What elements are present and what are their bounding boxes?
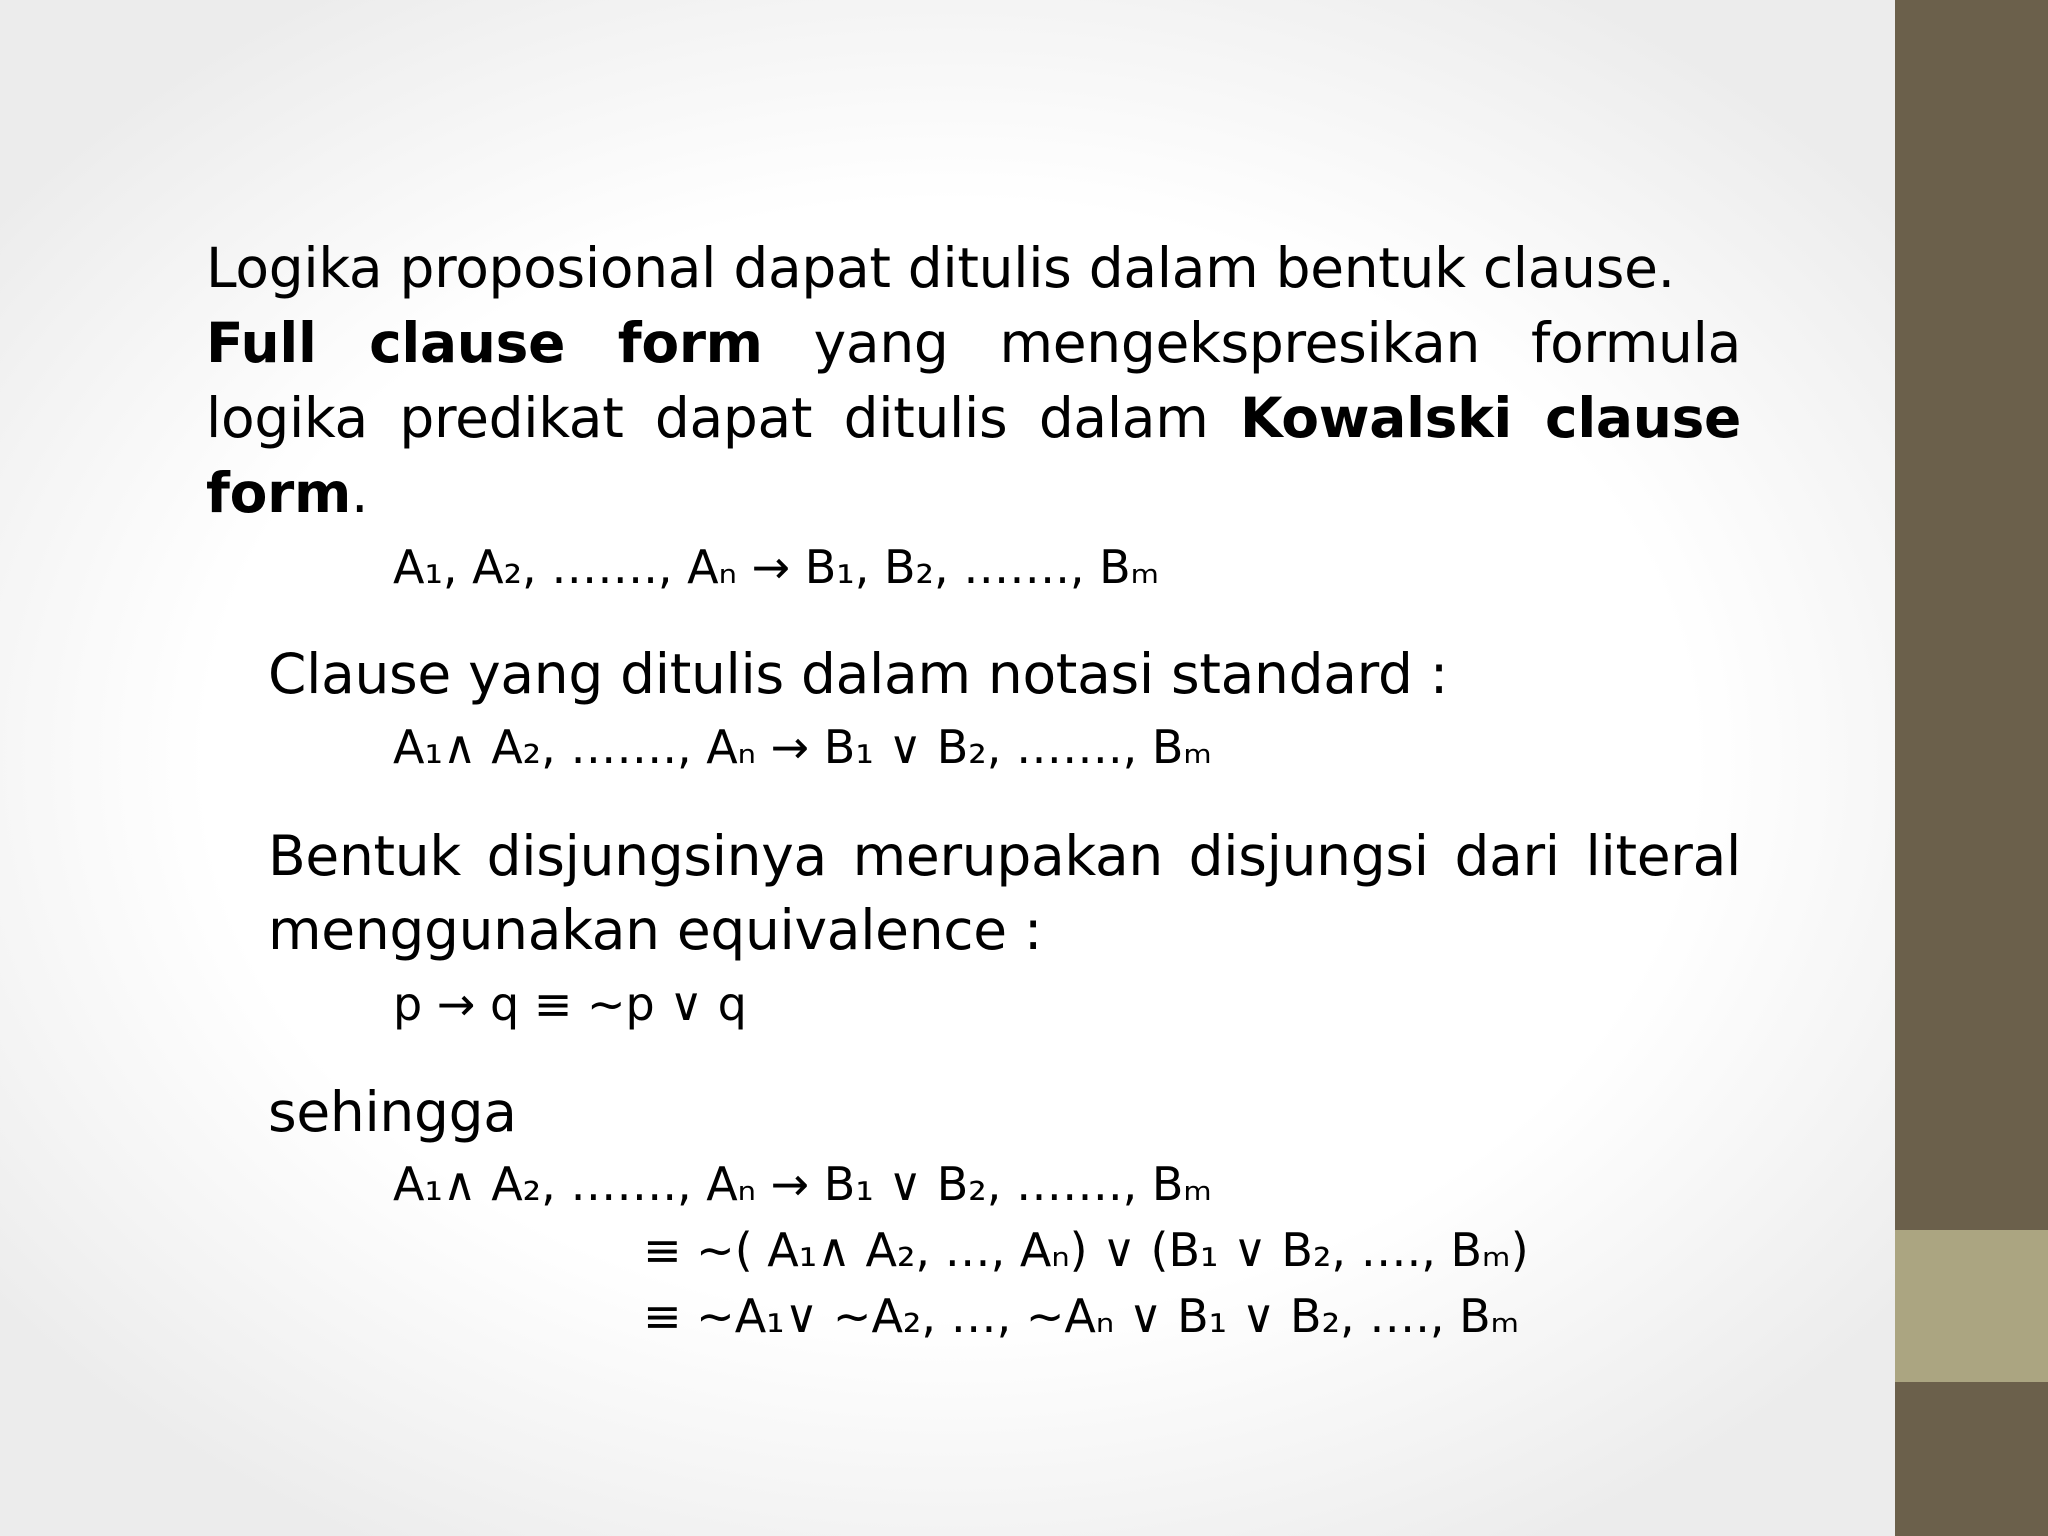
paragraph-1-line-1: Logika proposional dapat ditulis dalam bentuk clause.	[206, 236, 1675, 300]
paragraph-3-line-2: menggunakan equivalence :	[268, 898, 1043, 962]
paragraph-1-line-4-end: .	[350, 461, 369, 525]
paragraph-1-line-2-rest: yang mengekspresikan formula	[813, 311, 1741, 375]
paragraph-1-line-4	[206, 461, 368, 525]
formula-standard: A₁∧ A₂, ……., Aₙ → B₁ ∨ B₂, ……., Bₘ	[393, 720, 1213, 774]
kowalski-clause-term: Kowalski clause	[1239, 386, 1742, 450]
paragraph-1-line-3	[206, 386, 1741, 450]
full-clause-form-term: Full clause form	[206, 311, 763, 375]
paragraph-4: sehingga	[268, 1080, 517, 1144]
kowalski-form-term: form	[206, 461, 351, 525]
paragraph-1-line-2	[206, 311, 1741, 375]
derivation-line-3: ≡ ~A₁∨ ~A₂, …, ~Aₙ ∨ B₁ ∨ B₂, …., Bₘ	[643, 1289, 1520, 1343]
paragraph-1-line-3-start: logika predikat dapat ditulis dalam	[206, 386, 1209, 450]
formula-kowalski: A₁, A₂, ……., Aₙ → B₁, B₂, ……., Bₘ	[393, 540, 1160, 594]
sidebar-accent-block	[1895, 1230, 2048, 1382]
paragraph-2: Clause yang ditulis dalam notasi standard :	[268, 642, 1448, 706]
formula-equivalence: p → q ≡ ~p ∨ q	[393, 977, 747, 1031]
derivation-line-1: A₁∧ A₂, ……., Aₙ → B₁ ∨ B₂, ……., Bₘ	[393, 1157, 1213, 1211]
derivation-line-2: ≡ ~( A₁∧ A₂, …, Aₙ) ∨ (B₁ ∨ B₂, …., Bₘ)	[643, 1223, 1529, 1277]
paragraph-3-line-1: Bentuk disjungsinya merupakan disjungsi dari literal	[268, 824, 1741, 888]
